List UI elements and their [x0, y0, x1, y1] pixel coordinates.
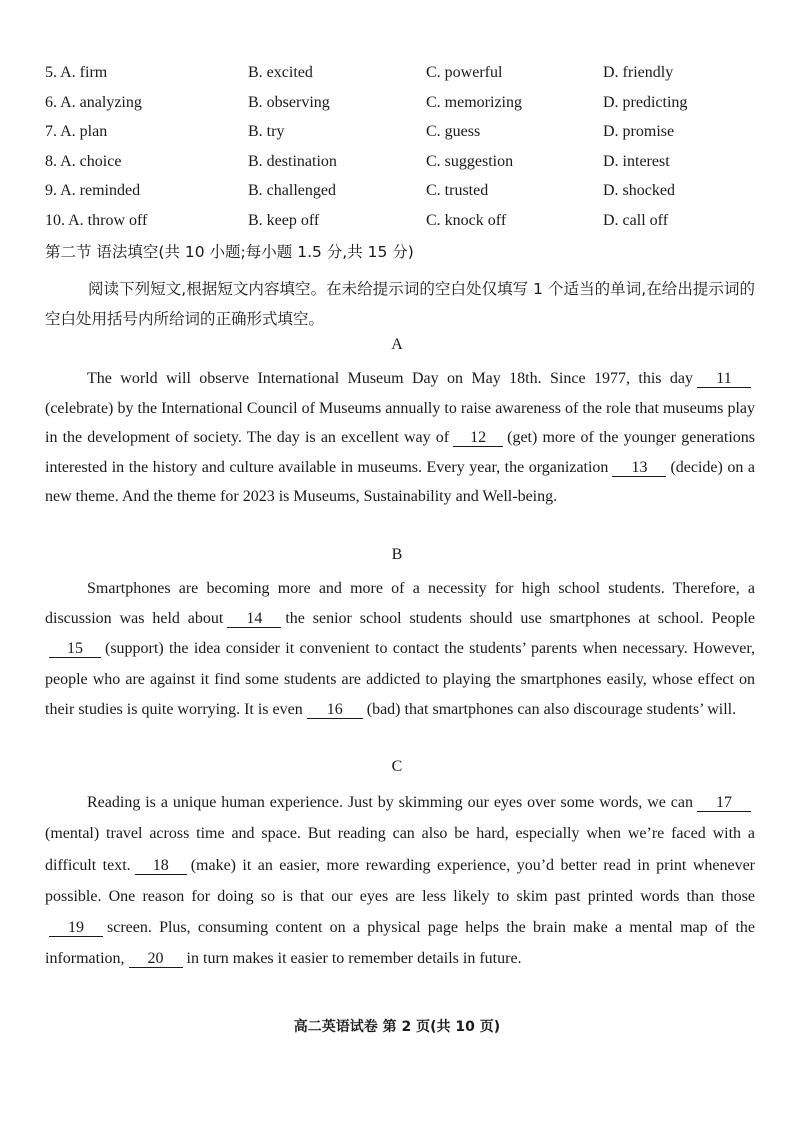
passage-a-heading: A: [391, 336, 403, 353]
section-title: 第二节 语法填空(共 10 小题;每小题 1.5 分,共 15 分): [45, 243, 414, 261]
blank-13[interactable]: 13: [612, 459, 666, 477]
passage-text: (celebrate) by the International Council of Museums annually to raise awareness of the role that museums play in the development of society. The day is an excellent way of: [45, 399, 755, 447]
blank-11[interactable]: 11: [697, 370, 751, 388]
option-c: C. guess: [426, 123, 481, 140]
option-d: D. call off: [603, 211, 669, 229]
passage-text: (decide) on a new theme. And the theme for 2023 is Museums, Sustainability and Well-being.: [45, 458, 755, 506]
passage-a: [45, 364, 755, 512]
passage-text: screen. Plus, consuming content on a physical page helps the brain make a mental map of the information,: [45, 919, 755, 968]
blank-18[interactable]: 18: [135, 857, 187, 875]
option-a: 9. A. reminded: [45, 182, 141, 199]
option-row-8: [45, 149, 765, 179]
passage-text: (bad) that smartphones can also discourage students’ will.: [366, 700, 737, 718]
option-row-6: [45, 90, 765, 120]
option-b: B. destination: [248, 152, 337, 170]
option-row-7: [45, 119, 765, 149]
passage-c-heading: C: [391, 758, 403, 775]
option-b: B. challenged: [248, 182, 336, 199]
passage-text: (get) more of the younger generations interested in the history and culture available in museums. Every year, the organization: [45, 429, 755, 476]
option-b: B. excited: [248, 64, 313, 81]
option-d: D. shocked: [603, 182, 675, 199]
option-row-9: [45, 178, 765, 208]
passage-text: in turn makes it easier to remember details in future.: [186, 950, 522, 968]
section-instruction: 阅读下列短文,根据短文内容填空。在未给提示词的空白处仅填写 1 个适当的单词,在给出提示词的空白处用括号内所给词的正确形式填空。: [45, 280, 755, 328]
option-a: 10. A. throw off: [45, 211, 148, 229]
option-c: C. knock off: [426, 211, 507, 229]
blank-17[interactable]: 17: [697, 794, 751, 812]
options-table: [45, 60, 765, 237]
passage-text: Reading is a unique human experience. Just by skimming our eyes over some words, we can: [87, 794, 693, 811]
option-b: B. try: [248, 123, 285, 140]
passage-b: [45, 574, 755, 725]
option-row-5: [45, 60, 765, 90]
passage-c: [45, 787, 755, 975]
option-a: 8. A. choice: [45, 152, 122, 170]
option-a: 7. A. plan: [45, 123, 108, 140]
passage-text: Smartphones are becoming more and more of a necessity for high school students. Therefore, a discussion was held about: [45, 580, 755, 628]
passage-text: the senior school students should use smartphones at school. People: [285, 610, 756, 628]
blank-14[interactable]: 14: [227, 610, 281, 628]
passage-text: (make) it an easier, more rewarding experience, you’d better read in print whenever possible. One reason for doing so is that our eyes are less likely to skim past printed words than those: [45, 856, 756, 905]
option-a: 5. A. firm: [45, 64, 108, 81]
passage-text: (support) the idea consider it convenient to contact the students’ parents when necessary. However, people who are against it find some students are addicted to playing the smartphones easily, whose effect on their studies is quite worrying. It is even: [45, 640, 755, 718]
option-c: C. powerful: [426, 64, 503, 81]
page-footer: 高二英语试卷 第 2 页(共 10 页): [293, 1019, 501, 1035]
option-c: C. suggestion: [426, 152, 514, 170]
option-row-10: [45, 208, 765, 238]
option-d: D. friendly: [603, 64, 674, 81]
passage-text: (mental) travel across time and space. But reading can also be hard, especially when we’re faced with a difficult text.: [45, 825, 755, 874]
passage-text: The world will observe International Museum Day on May 18th. Since 1977, this day: [87, 370, 693, 387]
option-b: B. observing: [248, 93, 330, 111]
blank-16[interactable]: 16: [307, 701, 363, 719]
option-c: C. trusted: [426, 182, 489, 199]
option-d: D. promise: [603, 123, 675, 140]
option-b: B. keep off: [248, 211, 320, 229]
blank-12[interactable]: 12: [453, 429, 503, 447]
blank-15[interactable]: 15: [49, 640, 101, 658]
option-c: C. memorizing: [426, 93, 522, 111]
option-a: 6. A. analyzing: [45, 93, 142, 111]
blank-19[interactable]: 19: [49, 919, 103, 937]
passage-b-heading: B: [391, 546, 403, 563]
option-d: D. interest: [603, 152, 670, 170]
option-d: D. predicting: [603, 93, 688, 111]
blank-20[interactable]: 20: [129, 950, 183, 968]
